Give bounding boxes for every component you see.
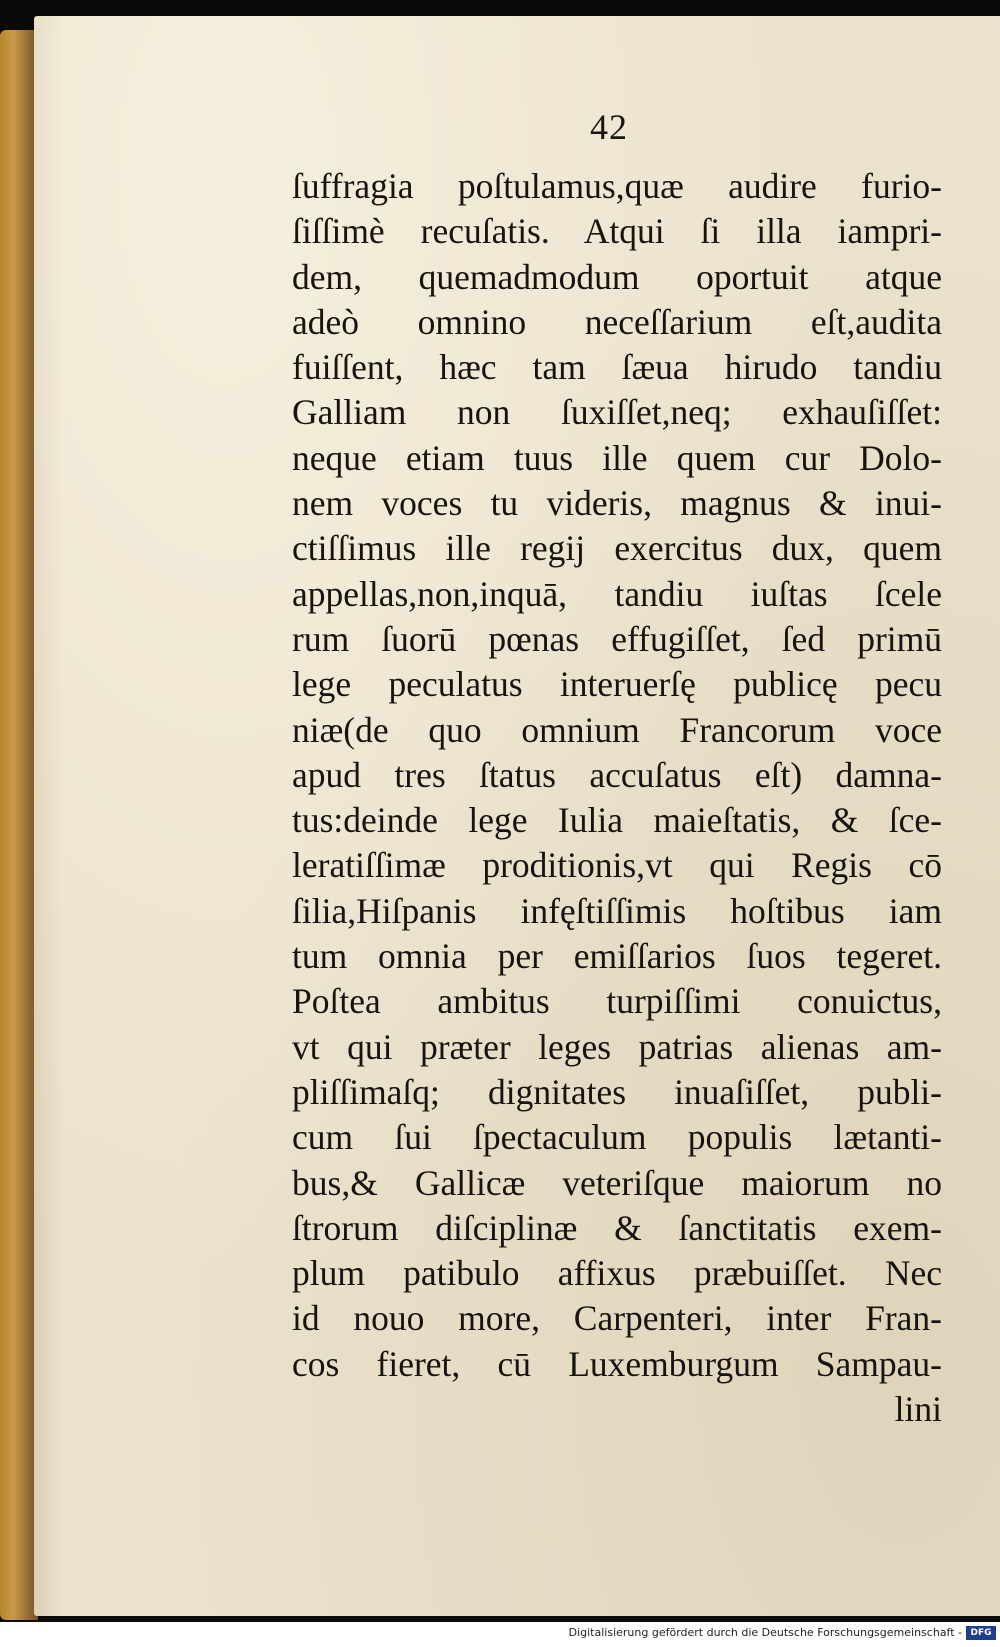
text-line: rum ſuorū pœnas effugiſſet, ſed primū <box>292 618 942 659</box>
text-line: fuiſſent, hæc tam ſæua hirudo tandiu <box>292 347 942 388</box>
text-line: plum patibulo affixus præbuiſſet. Nec <box>292 1253 942 1294</box>
page-number: 42 <box>590 107 628 147</box>
text-line: cum ſui ſpectaculum populis lætanti- <box>292 1117 942 1158</box>
text-line: tus:deinde lege Iulia maieſtatis, & ſce- <box>292 800 942 841</box>
text-line: adeò omnino neceſſarium eſt,audita <box>292 301 942 342</box>
text-line: Poſtea ambitus turpiſſimi conuictus, <box>292 981 942 1022</box>
text-line: ſtrorum diſciplinæ & ſanctitatis exem- <box>292 1207 942 1248</box>
text-line: neque etiam tuus ille quem cur Dolo- <box>292 437 942 478</box>
text-line: tum omnia per emiſſarios ſuos tegeret. <box>292 936 942 977</box>
text-line: ſuffragia poſtulamus,quæ audire furio- <box>292 166 942 206</box>
footer-bar <box>0 1622 1000 1647</box>
text-line: pliſſimaſq; dignitates inuaſiſſet, publi- <box>292 1071 942 1112</box>
dfg-logo: DFG <box>966 1626 996 1640</box>
text-line: Galliam non ſuxiſſet,neq; exhauſiſſet: <box>292 392 942 433</box>
text-line: nem voces tu videris, magnus & inui- <box>292 483 942 524</box>
text-line: cos fieret, cū Luxemburgum Sampau- <box>292 1343 942 1384</box>
text-line: dem, quemadmodum oportuit atque <box>292 256 942 297</box>
text-line: ſilia,Hiſpanis infęſtiſſimis hoſtibus iam <box>292 890 942 931</box>
text-line: apud tres ſtatus accuſatus eſt) damna- <box>292 754 942 795</box>
text-line: leratiſſimæ proditionis,vt qui Regis cō <box>292 845 942 886</box>
text-line: ſiſſimè recuſatis. Atqui ſi illa iampri- <box>292 211 942 252</box>
text-line: appellas,non,inquā, tandiu iuſtas ſcele <box>292 573 942 614</box>
funding-credit: Digitalisierung gefördert durch die Deutsche Forschungsgemeinschaft - <box>568 1626 962 1639</box>
text-line: lege peculatus interuerſę publicę pecu <box>292 664 942 705</box>
text-line: lini <box>894 1389 942 1430</box>
body-text <box>292 164 942 1432</box>
book-page <box>34 16 1000 1616</box>
text-line: bus,& Gallicæ veteriſque maiorum no <box>292 1162 942 1203</box>
text-line: niæ(de quo omnium Francorum voce <box>292 709 942 750</box>
book-binding-edge <box>0 30 38 1620</box>
text-line: vt qui præter leges patrias alienas am- <box>292 1026 942 1067</box>
text-line: ctiſſimus ille regij exercitus dux, quem <box>292 528 942 569</box>
text-line: id nouo more, Carpenteri, inter Fran- <box>292 1298 942 1339</box>
